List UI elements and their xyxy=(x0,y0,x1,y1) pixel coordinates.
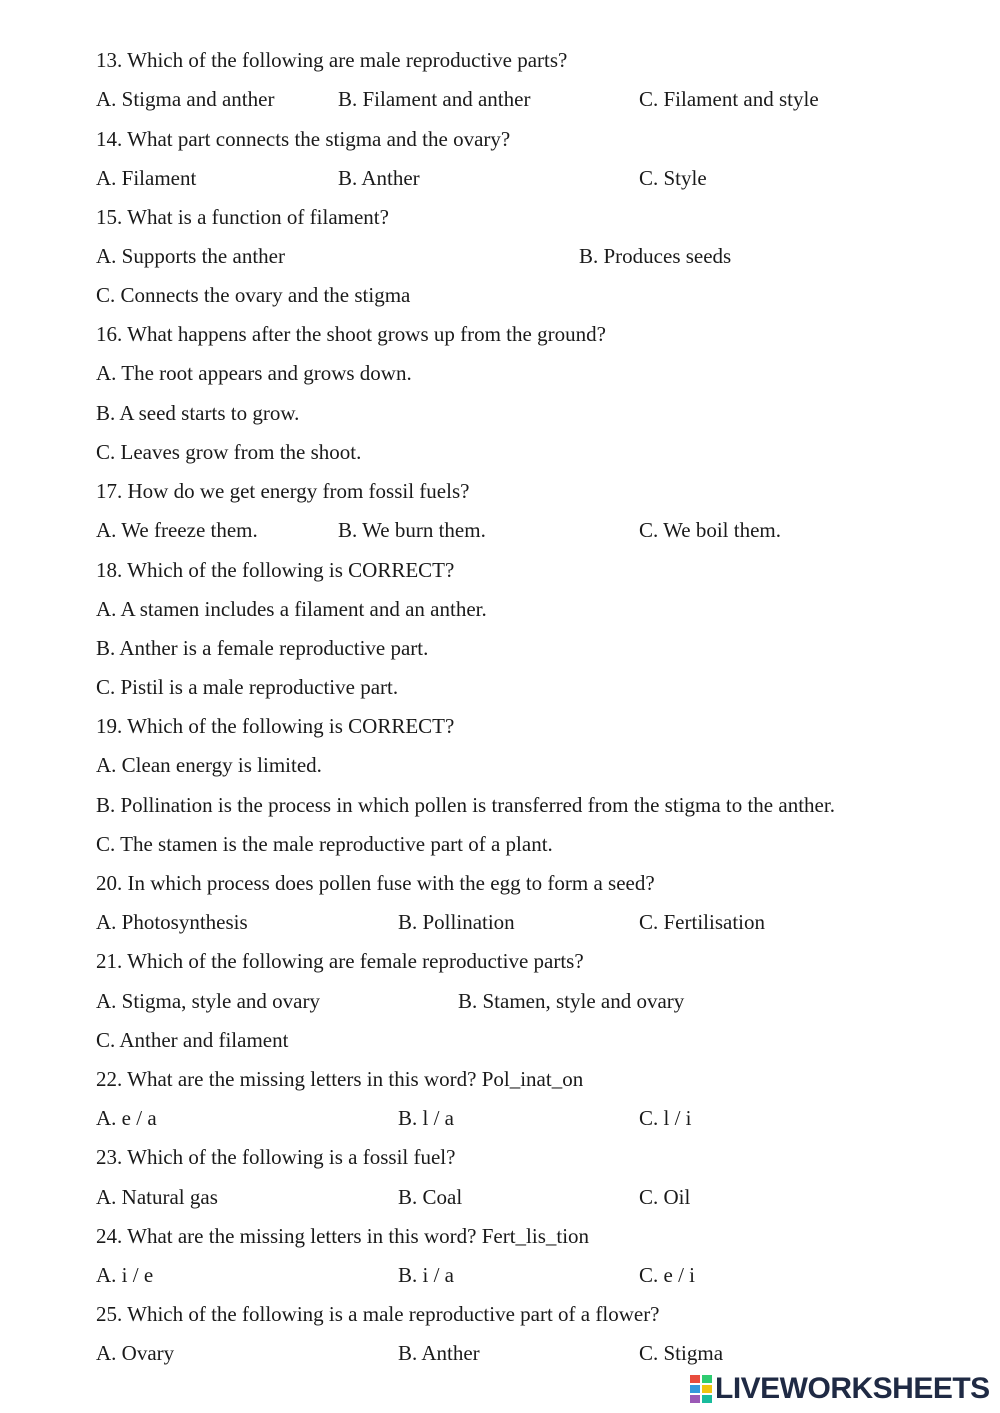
option-b[interactable]: B. Pollination xyxy=(398,910,515,934)
option-c[interactable]: C. Oil xyxy=(639,1185,691,1209)
option-c[interactable]: C. l / i xyxy=(639,1106,692,1130)
option-c[interactable]: C. Leaves grow from the shoot. xyxy=(96,440,362,464)
option-c[interactable]: C. Pistil is a male reproductive part. xyxy=(96,675,399,699)
option-c[interactable]: C. Stigma xyxy=(639,1341,724,1365)
question-21: 21. Which of the following are female reproductive parts? xyxy=(96,949,584,973)
option-a[interactable]: A. Stigma, style and ovary xyxy=(96,989,320,1013)
option-b[interactable]: B. l / a xyxy=(398,1106,454,1130)
option-a[interactable]: A. Filament xyxy=(96,166,197,190)
option-b[interactable]: B. We burn them. xyxy=(338,518,486,542)
liveworksheets-text: LIVEWORKSHEETS xyxy=(715,1372,990,1405)
option-c[interactable]: C. Style xyxy=(639,166,707,190)
option-b[interactable]: B. Produces seeds xyxy=(579,244,732,268)
option-b[interactable]: B. Stamen, style and ovary xyxy=(458,989,685,1013)
liveworksheets-icon xyxy=(690,1375,712,1403)
option-c[interactable]: C. We boil them. xyxy=(639,518,781,542)
option-a[interactable]: A. We freeze them. xyxy=(96,518,258,542)
option-c[interactable]: C. Filament and style xyxy=(639,87,819,111)
question-16: 16. What happens after the shoot grows up from the ground? xyxy=(96,322,606,346)
question-23: 23. Which of the following is a fossil fuel? xyxy=(96,1145,456,1169)
question-19: 19. Which of the following is CORRECT? xyxy=(96,714,455,738)
option-b[interactable]: B. Pollination is the process in which pollen is transferred from the stigma to the anther. xyxy=(96,793,835,817)
option-a[interactable]: A. Natural gas xyxy=(96,1185,218,1209)
option-c[interactable]: C. Fertilisation xyxy=(639,910,765,934)
option-b[interactable]: B. A seed starts to grow. xyxy=(96,401,300,425)
question-25: 25. Which of the following is a male reproductive part of a flower? xyxy=(96,1302,660,1326)
option-b[interactable]: B. Anther is a female reproductive part. xyxy=(96,636,429,660)
question-18: 18. Which of the following is CORRECT? xyxy=(96,558,455,582)
option-b[interactable]: B. Coal xyxy=(398,1185,463,1209)
question-13: 13. Which of the following are male reproductive parts? xyxy=(96,48,568,72)
question-22: 22. What are the missing letters in this word? Pol_inat_on xyxy=(96,1067,584,1091)
option-c[interactable]: C. The stamen is the male reproductive part of a plant. xyxy=(96,832,553,856)
option-b[interactable]: B. Anther xyxy=(398,1341,480,1365)
option-a[interactable]: A. Photosynthesis xyxy=(96,910,248,934)
question-14: 14. What part connects the stigma and the ovary? xyxy=(96,127,511,151)
option-c[interactable]: C. Connects the ovary and the stigma xyxy=(96,283,411,307)
liveworksheets-logo xyxy=(690,1373,990,1405)
option-c[interactable]: C. Anther and filament xyxy=(96,1028,289,1052)
option-b[interactable]: B. Anther xyxy=(338,166,420,190)
option-a[interactable]: A. Clean energy is limited. xyxy=(96,753,322,777)
option-b[interactable]: B. i / a xyxy=(398,1263,454,1287)
option-b[interactable]: B. Filament and anther xyxy=(338,87,531,111)
option-a[interactable]: A. i / e xyxy=(96,1263,154,1287)
question-15: 15. What is a function of filament? xyxy=(96,205,389,229)
question-20: 20. In which process does pollen fuse with the egg to form a seed? xyxy=(96,871,655,895)
option-a[interactable]: A. A stamen includes a filament and an anther. xyxy=(96,597,487,621)
option-a[interactable]: A. Stigma and anther xyxy=(96,87,275,111)
option-a[interactable]: A. Ovary xyxy=(96,1341,175,1365)
option-a[interactable]: A. The root appears and grows down. xyxy=(96,361,412,385)
question-17: 17. How do we get energy from fossil fuels? xyxy=(96,479,470,503)
option-a[interactable]: A. e / a xyxy=(96,1106,157,1130)
question-24: 24. What are the missing letters in this word? Fert_lis_tion xyxy=(96,1224,590,1248)
option-a[interactable]: A. Supports the anther xyxy=(96,244,285,268)
option-c[interactable]: C. e / i xyxy=(639,1263,695,1287)
